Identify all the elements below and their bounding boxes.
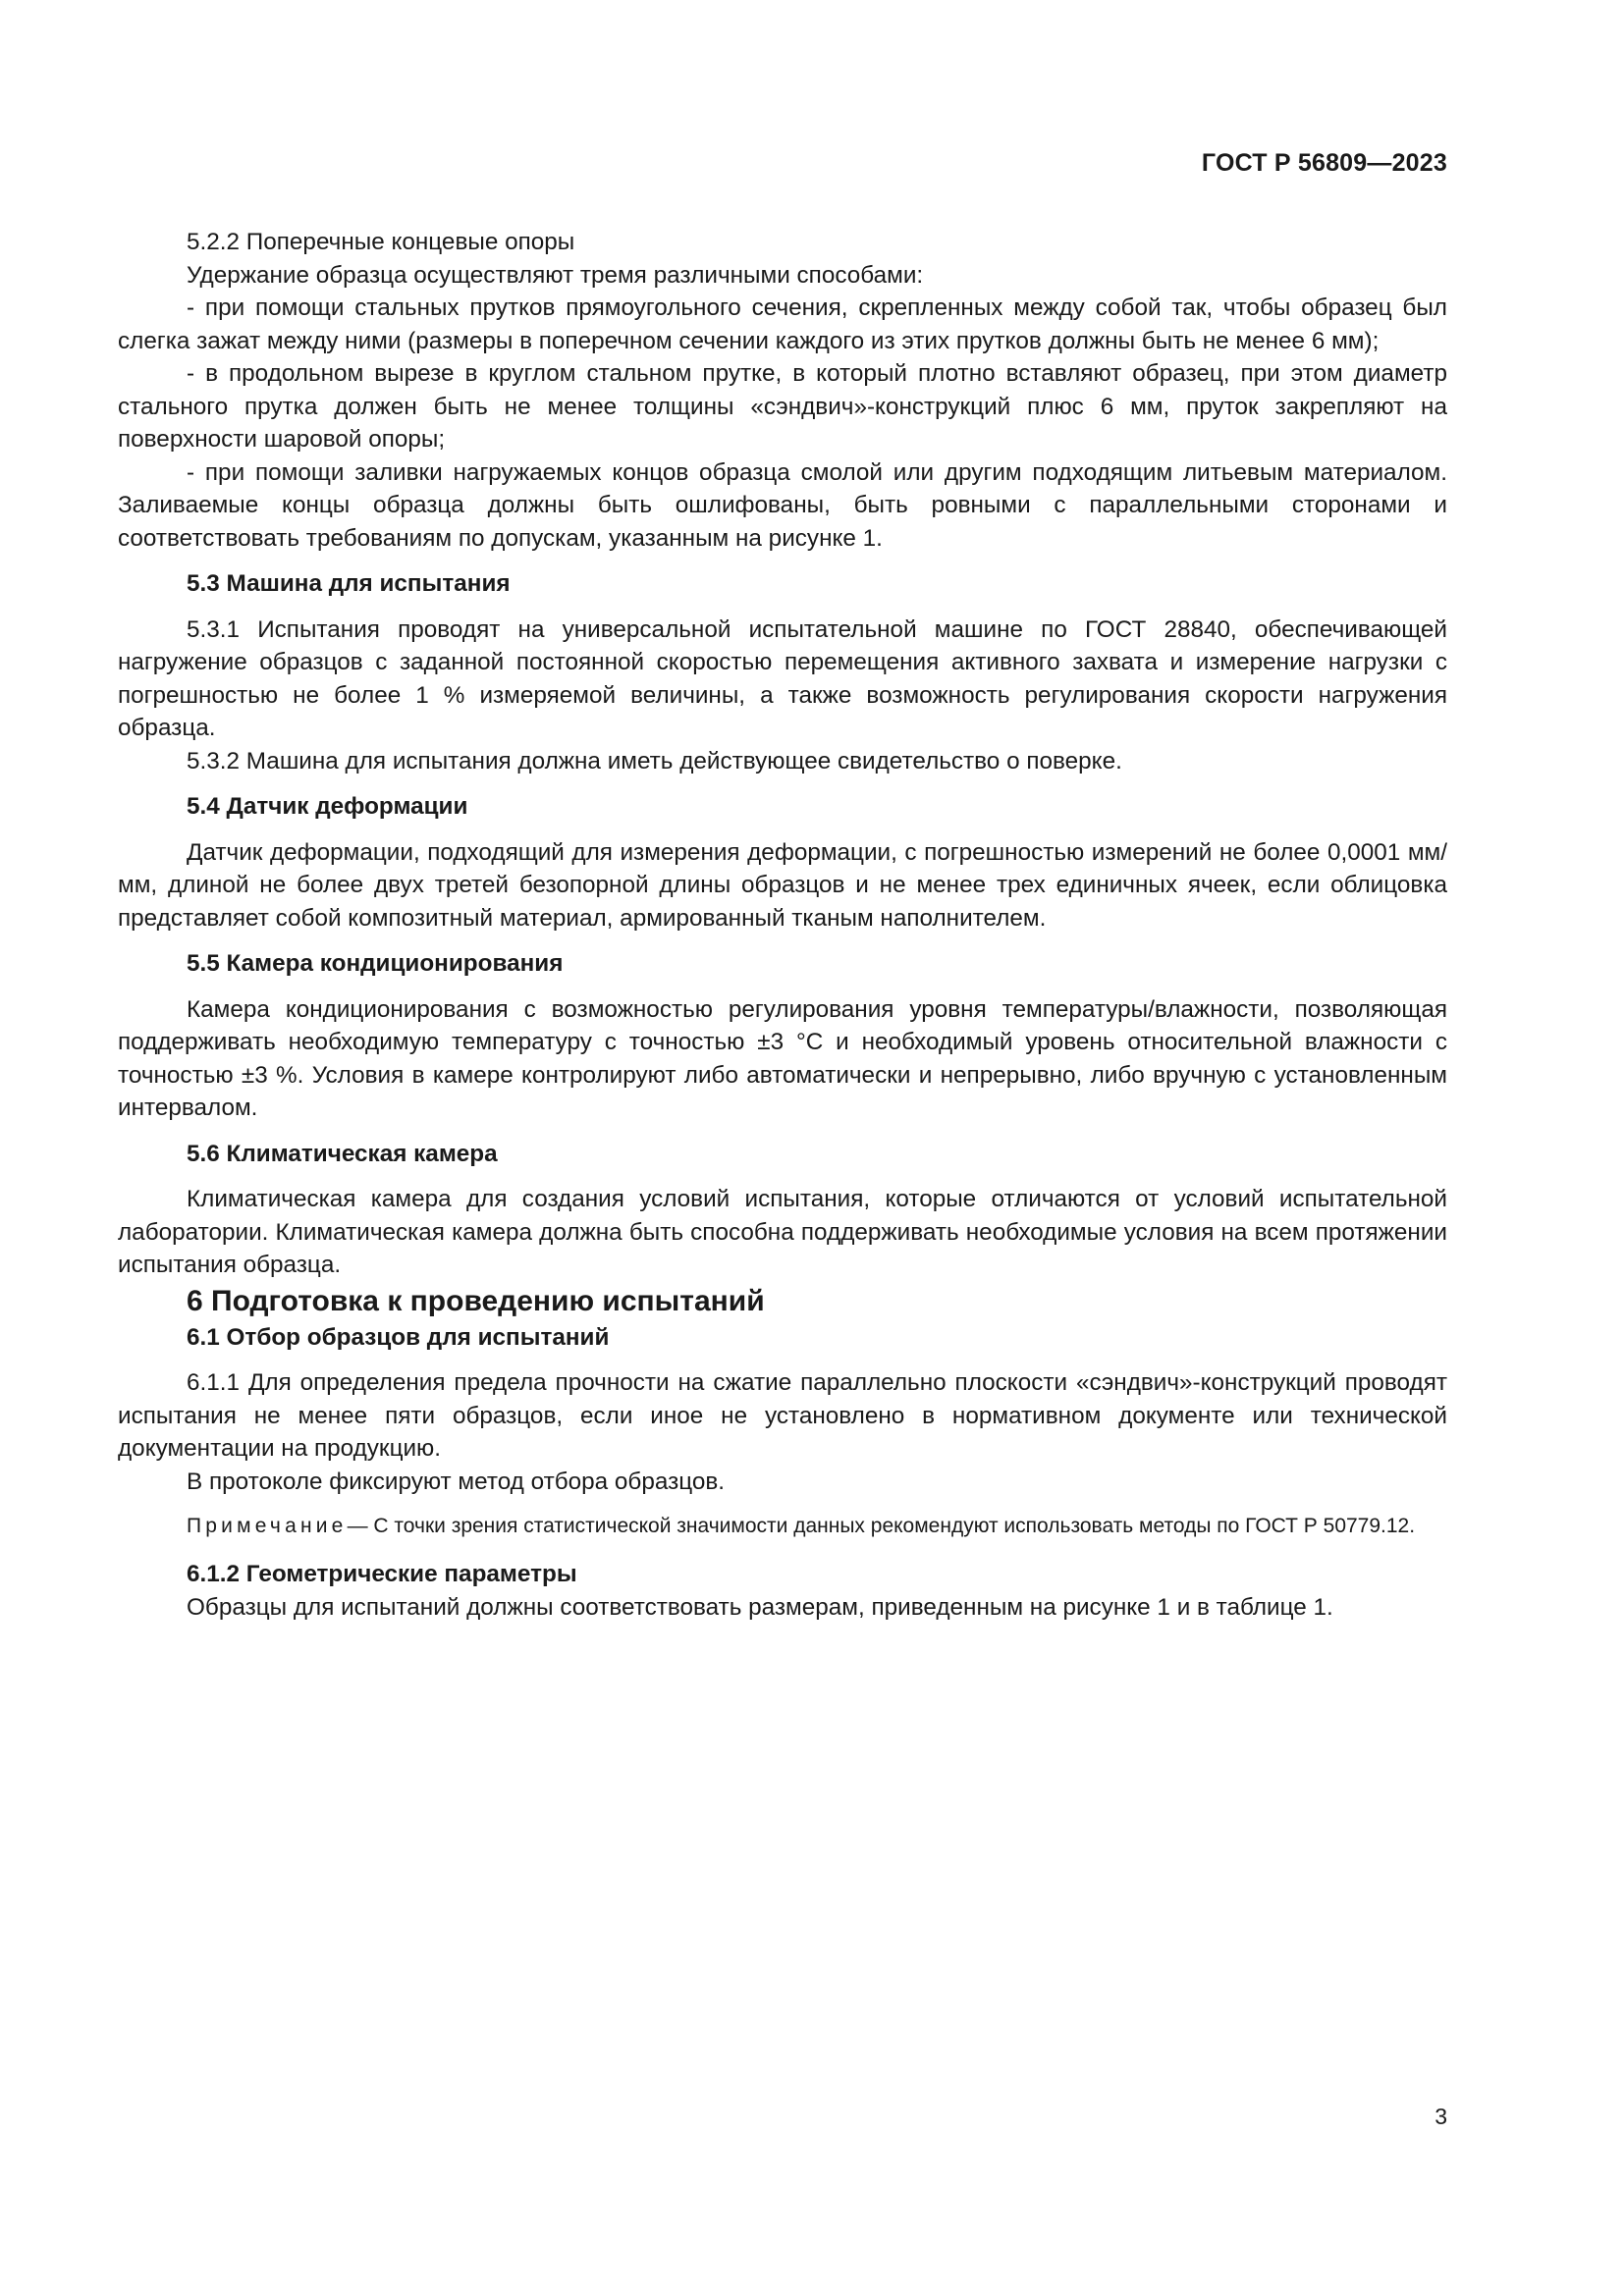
clause-5-2-2-intro: Удержание образца осуществляют тремя различными способами: xyxy=(187,261,924,289)
clause-5-3-2: 5.3.2 Машина для испытания должна иметь действующее свидетельство о поверке. xyxy=(187,747,1122,774)
clause-5-2-2-title: 5.2.2 Поперечные концевые опоры xyxy=(187,229,575,255)
section-6-1-2-heading: 6.1.2 Геометрические параметры xyxy=(187,1561,577,1587)
note-label: Примечание xyxy=(187,1515,348,1537)
page-number: 3 xyxy=(1435,2104,1447,2129)
standard-id-header: ГОСТ Р 56809—2023 xyxy=(1201,149,1447,177)
section-5-4-heading: 5.4 Датчик деформации xyxy=(187,793,468,820)
clause-6-1-1: 6.1.1 Для определения предела прочности на сжатие параллельно плоскости «сэндвич»-конструкций проводят испытания не менее пяти образцов, если иное не установлено в нормативном документе или технической документации на продукцию. xyxy=(118,1369,1447,1462)
document-body xyxy=(118,226,1447,1624)
section-5-6-heading: 5.6 Климатическая камера xyxy=(187,1140,498,1167)
note-paragraph xyxy=(118,1512,1447,1541)
section-5-6-text: Климатическая камера для создания условий испытания, которые отличаются от условий испытательной лаборатории. Климатическая камера должна быть способна поддерживать необходимые условия на всем протяжении испытания образца. xyxy=(118,1186,1447,1278)
section-5-3-heading: 5.3 Машина для испытания xyxy=(187,570,511,597)
clause-5-2-2-item-3: - при помощи заливки нагружаемых концов образца смолой или другим подходящим литьевым материалом. Заливаемые концы образца должны быть ошлифованы, быть ровными с параллельными сторонами и соответствовать требованиям по допускам, указанным на рисунке 1. xyxy=(118,458,1447,552)
clause-5-3-1: 5.3.1 Испытания проводят на универсальной испытательной машине по ГОСТ 28840, обеспечивающей нагружение образцов с заданной постоянной скоростью перемещения активного захвата и измерение нагрузки с погрешностью не более 1 % измеряемой величины, а также возможность регулирования скорости нагружения образца. xyxy=(118,615,1447,741)
section-5-5-text: Камера кондиционирования с возможностью регулирования уровня температуры/влажности, позволяющая поддерживать необходимую температуру с точностью ±3 °С и необходимый уровень относительной влажности с точностью ±3 %. Условия в камере контролируют либо автоматически и непрерывно, либо вручную с установленным интервалом. xyxy=(118,995,1447,1121)
section-5-5-heading: 5.5 Камера кондиционирования xyxy=(187,950,564,977)
section-6-heading: 6 Подготовка к проведению испытаний xyxy=(187,1284,765,1317)
note-text: — С точки зрения статистической значимости данных рекомендуют использовать методы по ГОСТ Р 50779.12. xyxy=(347,1515,1416,1537)
section-6-1-heading: 6.1 Отбор образцов для испытаний xyxy=(187,1323,610,1351)
clause-5-2-2-item-1: - при помощи стальных прутков прямоугольного сечения, скрепленных между собой так, чтобы образец был слегка зажат между ними (размеры в поперечном сечении каждого из этих прутков должны быть не менее 6 мм); xyxy=(118,294,1447,354)
section-6-1-2-text: Образцы для испытаний должны соответствовать размерам, приведенным на рисунке 1 и в таблице 1. xyxy=(187,1593,1333,1621)
section-5-4-text: Датчик деформации, подходящий для измерения деформации, с погрешностью измерений не более 0,0001 мм/мм, длиной не более двух третей безопорной длины образцов и не менее трех единичных ячеек, если облицовка представляет собой композитный материал, армированный тканым наполнителем. xyxy=(118,838,1447,932)
clause-6-1-1-protocol: В протоколе фиксируют метод отбора образцов. xyxy=(187,1468,726,1495)
clause-5-2-2-item-2: - в продольном вырезе в круглом стальном прутке, в который плотно вставляют образец, при этом диаметр стального прутка должен быть не менее толщины «сэндвич»-конструкций плюс 6 мм, пруток закрепляют на поверхности шаровой опоры; xyxy=(118,360,1447,453)
